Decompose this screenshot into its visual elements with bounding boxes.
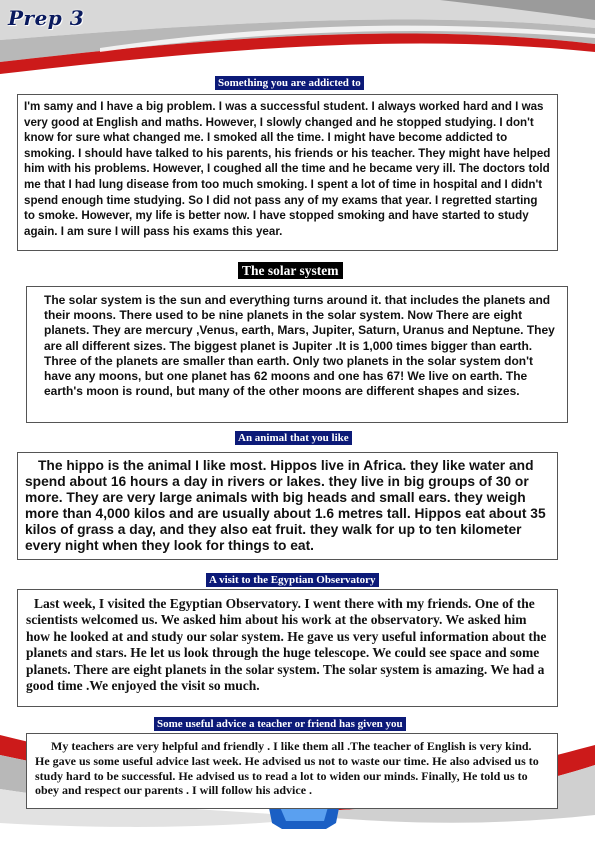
section-box-solar-system (26, 286, 568, 423)
paragraph-animal: The hippo is the animal I like most. Hippos live in Africa. they like water and spend about 16 hours a day in rivers or lakes. they live in big groups of 30 or more. They are very large animals with big heads and small ears. they weigh more than 4,000 kilos and are usually about 1.6 metres tall. Hippos eat about 35 kilos of grass a day, and they also eat fruit. they walk for up to ten kilometer every night when they look for things to eat. (25, 458, 546, 554)
section-box-animal (17, 452, 558, 560)
section-box-addiction (17, 94, 558, 251)
section-heading-advice: Some useful advice a teacher or friend has given you (154, 717, 406, 731)
section-box-observatory (17, 589, 558, 707)
section-heading-animal: An animal that you like (235, 431, 352, 445)
paragraph-solar-system: The solar system is the sun and everything turns around it. that includes the planets and their moons. There used to be nine planets in the solar system. Now There are eight planets. They are mercury ,Venus, earth, Mars, Jupiter, Saturn, Uranus and Neptune. They are all different sizes. The biggest planet is Jupiter .It is 1,000 times bigger than earth. Three of the planets are smaller than earth. Only two planets in the solar system don't have any moons, but one planet has 62 moons and one has 67! We live on earth. The earth's moon is round, but many of the other moons are different shapes and sizes. (44, 293, 555, 399)
paragraph-advice: My teachers are very helpful and friendly . I like them all .The teacher of English is very kind. He gave us some useful advice last week. He advised us not to waste our time. He also advised us to study hard to be successful. He advised us to read a lot to widen our minds. Finally, He told us to obey and respect our parents . I will follow his advice . (35, 739, 539, 798)
paragraph-addiction: I'm samy and I have a big problem. I was a successful student. I always worked hard and I was very good at English and maths. However, I slowly changed and he stopped studying. I don't know for sure what changed me. I smoked all the time. I might have become addicted to smoking. I should have talked to his parents, his friends or his teacher. They might have helped him with his problems. However, I coughed all the time and he became very ill. The doctors told me that I had lung disease from too much smoking. I spent a lot of time in hospital and I didn't spend enough time studying. So I did not pass any of my exams that year. I regretted starting to smoke. However, my life is better now. I have stopped smoking and have started to study again. I am sure I will pass his exams this year. (24, 100, 551, 238)
brand-title: Prep 3 (8, 6, 85, 30)
section-heading-solar-system: The solar system (238, 262, 343, 279)
paragraph-observatory: Last week, I visited the Egyptian Observatory. I went there with my friends. One of the scientists welcomed us. We asked him about his work at the observatory. We asked him how he looked at and study our solar system. He gave us very useful information about the planets and stars. He let us look through the huge telescope. We could see space and some planets. There are eight planets in the solar system. The solar system is amazing. We had a good time .We enjoyed the visit so much. (26, 596, 547, 694)
section-heading-addiction: Something you are addicted to (215, 76, 364, 90)
section-heading-observatory: A visit to the Egyptian Observatory (206, 573, 379, 587)
section-box-advice (26, 733, 558, 809)
